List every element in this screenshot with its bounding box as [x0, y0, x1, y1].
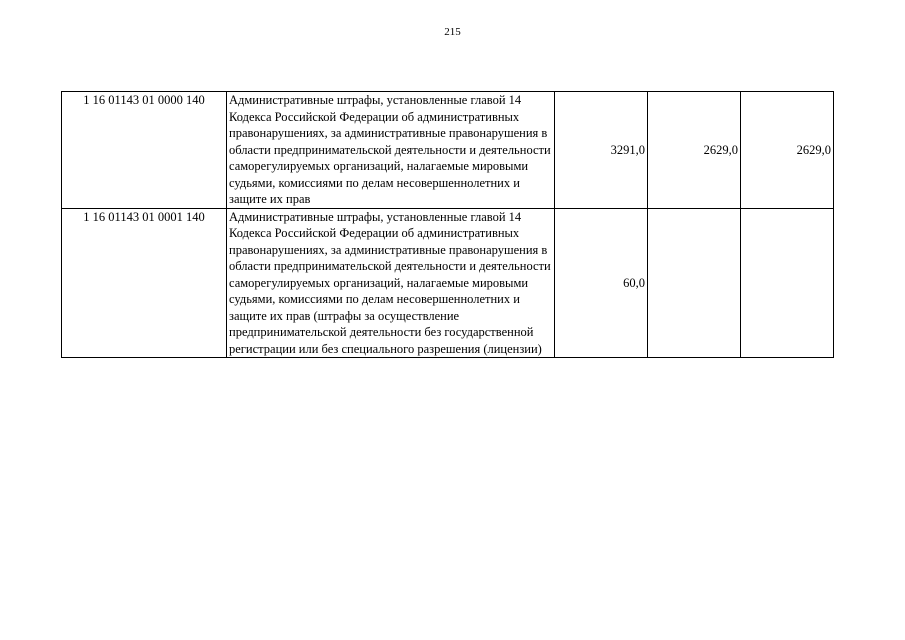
value-cell-1: 60,0	[555, 208, 648, 358]
value-cell-1: 3291,0	[555, 92, 648, 209]
revenue-name-cell: Административные штрафы, установленные главой 14 Кодекса Российской Федерации об административных правонарушениях, за административные правонарушения в области предпринимательской деятельности и деятельности саморегулируемых организаций, налагаемые мировыми судьями, комиссиями по делам несовершеннолетних и защите их прав	[227, 92, 555, 209]
revenue-name-cell: Административные штрафы, установленные главой 14 Кодекса Российской Федерации об административных правонарушениях, за административные правонарушения в области предпринимательской деятельности и деятельности саморегулируемых организаций, налагаемые мировыми судьями, комиссиями по делам несовершеннолетних и защите их прав (штрафы за осуществление предпринимательской деятельности без государственной регистрации или без специального разрешения (лицензии)	[227, 208, 555, 358]
table-row	[62, 92, 834, 209]
value-cell-2: 2629,0	[648, 92, 741, 209]
page-number: 215	[444, 26, 461, 38]
value-cell-3: 2629,0	[741, 92, 834, 209]
value-cell-2	[648, 208, 741, 358]
budget-code-cell: 1 16 01143 01 0000 140	[62, 92, 227, 209]
budget-code-cell: 1 16 01143 01 0001 140	[62, 208, 227, 358]
revenue-table	[61, 91, 834, 358]
value-cell-3	[741, 208, 834, 358]
table-row	[62, 208, 834, 358]
